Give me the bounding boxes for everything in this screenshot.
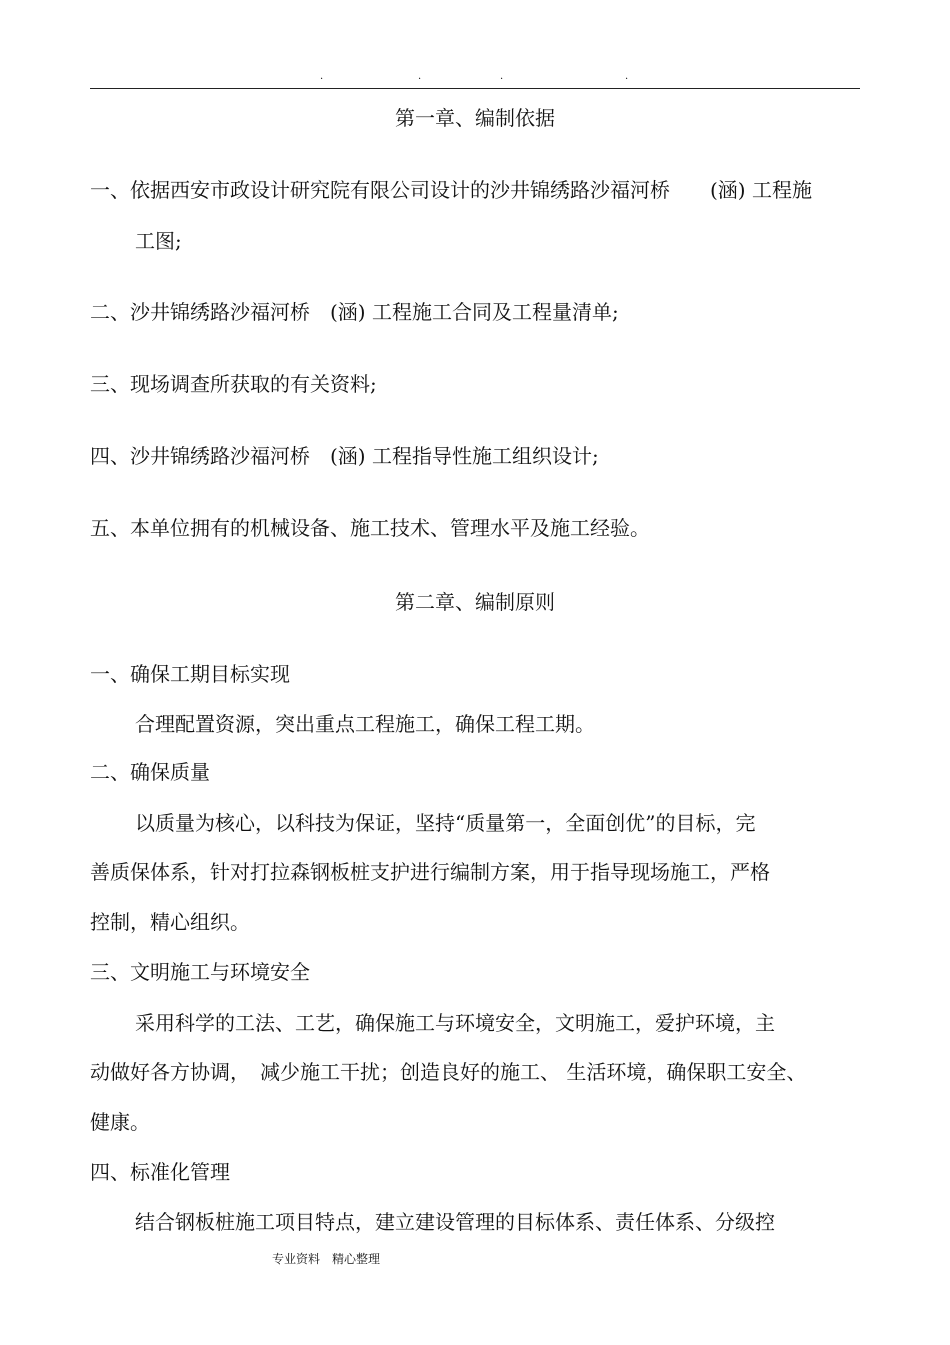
principle-text: 控制，精心组织。 <box>90 910 250 934</box>
principle-heading-schedule: 一、确保工期目标实现 <box>90 662 290 686</box>
chapter-2-title: 第二章、编制原则 <box>395 590 555 614</box>
principle-text: 采用科学的工法、工艺，确保施工与环境安全，文明施工，爱护环境，主 <box>135 1011 775 1035</box>
header-dots <box>90 72 860 86</box>
principle-heading-standardization: 四、标准化管理 <box>90 1160 230 1184</box>
principle-heading-quality: 二、确保质量 <box>90 760 210 784</box>
header-dot: . <box>500 71 504 82</box>
principle-heading-safety: 三、文明施工与环境安全 <box>90 960 310 984</box>
basis-item-3: 三、现场调查所获取的有关资料; <box>90 372 377 396</box>
principle-text: 健康。 <box>90 1110 150 1134</box>
principle-text: 结合钢板桩施工项目特点，建立建设管理的目标体系、责任体系、分级控 <box>135 1210 775 1234</box>
principle-text: 动做好各方协调， 减少施工干扰；创造良好的施工、 生活环境，确保职工安全、 <box>90 1060 807 1084</box>
basis-item-5: 五、本单位拥有的机械设备、施工技术、管理水平及施工经验。 <box>90 516 650 540</box>
principle-text: 以质量为核心，以科技为保证，坚持“质量第一，全面创优”的目标，完 <box>135 811 756 835</box>
basis-item-4: 四、沙井锦绣路沙福河桥 (涵) 工程指导性施工组织设计; <box>90 444 599 468</box>
header-dot: . <box>418 71 422 82</box>
basis-item-1: 一、依据西安市政设计研究院有限公司设计的沙井锦绣路沙福河桥 (涵) 工程施 <box>90 178 812 202</box>
header-rule <box>90 88 860 89</box>
header-dot: . <box>625 71 629 82</box>
chapter-1-title: 第一章、编制依据 <box>395 106 555 130</box>
principle-text: 合理配置资源，突出重点工程施工，确保工程工期。 <box>135 712 595 736</box>
page-footer: 专业资料 精心整理 <box>272 1252 381 1266</box>
principle-text: 善质保体系，针对打拉森钢板桩支护进行编制方案，用于指导现场施工，严格 <box>90 860 770 884</box>
basis-item-1-continued: 工图; <box>135 229 182 253</box>
basis-item-2: 二、沙井锦绣路沙福河桥 (涵) 工程施工合同及工程量清单; <box>90 300 619 324</box>
header-dot: . <box>320 71 324 82</box>
